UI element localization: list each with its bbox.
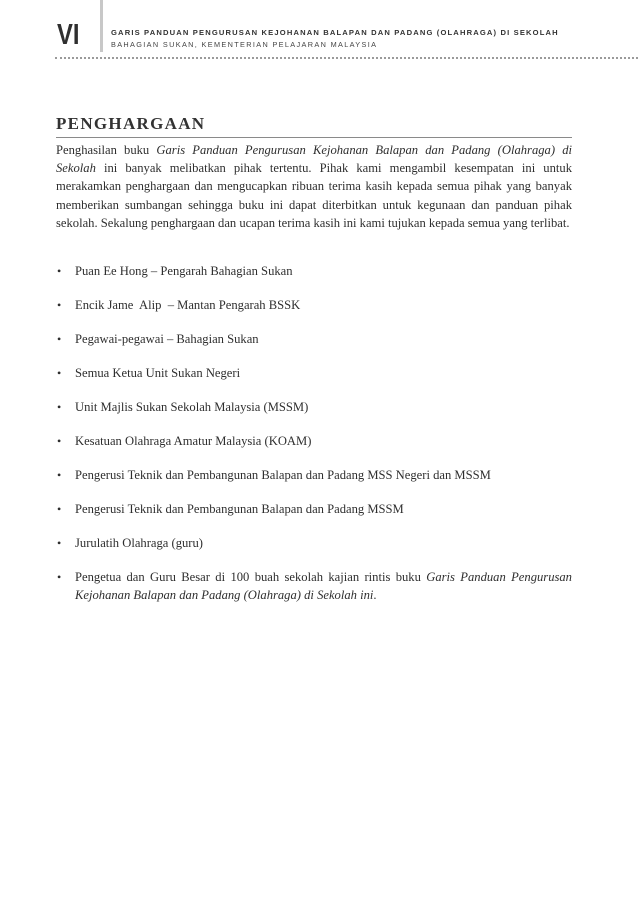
- bullet-icon: •: [57, 400, 62, 414]
- header-dotted-divider: [55, 57, 638, 59]
- list-item: [56, 466, 572, 500]
- list-item-text: Kesatuan Olahraga Amatur Malaysia (KOAM): [75, 434, 312, 448]
- bullet-icon: •: [57, 298, 62, 312]
- bullet-icon: •: [57, 366, 62, 380]
- list-item: [56, 296, 572, 330]
- list-item: [56, 330, 572, 364]
- list-item: [56, 432, 572, 466]
- last-item-start: Pengetua dan Guru Besar di 100 buah sekolah kajian rintis buku: [75, 570, 427, 584]
- bullet-icon: •: [57, 570, 62, 584]
- acknowledgement-list: [56, 262, 572, 604]
- last-item-book-title: Garis Panduan Pengurusan Kejohanan Balapan dan Padang (Olahraga) di Sekolah ini: [75, 570, 572, 602]
- bullet-icon: •: [57, 468, 62, 482]
- section-title-rule: [56, 137, 572, 138]
- list-item: [56, 500, 572, 534]
- page-number: VI: [57, 19, 80, 51]
- header-title: GARIS PANDUAN PENGURUSAN KEJOHANAN BALAPAN DAN PADANG (OLAHRAGA) DI SEKOLAH: [111, 28, 559, 37]
- list-item: [56, 364, 572, 398]
- intro-start: Penghasilan buku: [56, 143, 157, 157]
- list-item-text: Semua Ketua Unit Sukan Negeri: [75, 366, 241, 380]
- list-item: [56, 262, 572, 296]
- list-item-text: Pengerusi Teknik dan Pembangunan Balapan dan Padang MSSM: [75, 502, 404, 516]
- list-item-text: Jurulatih Olahraga (guru): [75, 536, 203, 550]
- list-item-text: [75, 568, 572, 604]
- list-item: [56, 568, 572, 604]
- section-title: PENGHARGAAN: [56, 114, 206, 133]
- header-vertical-rule: [100, 0, 103, 52]
- list-item-text: Unit Majlis Sukan Sekolah Malaysia (MSSM): [75, 400, 309, 414]
- bullet-icon: •: [57, 332, 62, 346]
- intro-book-title: Garis Panduan Pengurusan Kejohanan Balapan dan Padang (Olahraga) di Sekolah: [56, 143, 572, 176]
- header-subtitle: BAHAGIAN SUKAN, KEMENTERIAN PELAJARAN MALAYSIA: [111, 40, 378, 49]
- list-item-text: Puan Ee Hong – Pengarah Bahagian Sukan: [75, 264, 293, 278]
- bullet-icon: •: [57, 434, 62, 448]
- list-item: [56, 398, 572, 432]
- bullet-icon: •: [57, 502, 62, 516]
- intro-paragraph: [56, 141, 572, 232]
- list-item-text: Pengerusi Teknik dan Pembangunan Balapan dan Padang MSS Negeri dan MSSM: [75, 468, 491, 482]
- list-item-text: Pegawai-pegawai – Bahagian Sukan: [75, 332, 259, 346]
- list-item: [56, 534, 572, 568]
- intro-rest: ini banyak melibatkan pihak tertentu. Pihak kami mengambil kesempatan ini untuk merakamkan penghargaan dan mengucapkan ribuan terima kasih kepada semua pihak yang banyak memberikan sumbangan sehingga buku ini dapat diterbitkan untuk kegunaan dan panduan pihak sekolah. Sekalung penghargaan dan ucapan terima kasih ini kami tujukan kepada semua yang terlibat.: [56, 161, 572, 230]
- bullet-icon: •: [57, 264, 62, 278]
- bullet-icon: •: [57, 536, 62, 550]
- page-header: [0, 0, 638, 62]
- list-item-text: Encik Jame Alip – Mantan Pengarah BSSK: [75, 298, 301, 312]
- last-item-end: .: [373, 588, 377, 602]
